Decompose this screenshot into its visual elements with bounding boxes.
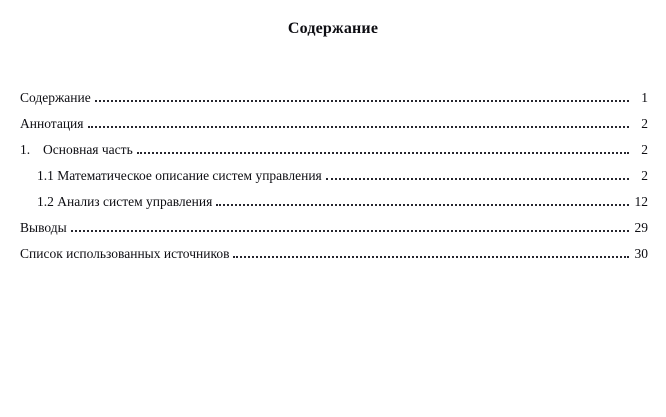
toc-entry-title: Аннотация [20, 116, 84, 131]
toc-entry-title: 1.1 Математическое описание систем управления [37, 168, 322, 183]
dot-leader [233, 254, 629, 258]
toc-entry[interactable] [20, 189, 648, 215]
toc-entry-page: 2 [641, 168, 648, 183]
toc-entry-page: 30 [634, 246, 648, 261]
dot-leader [71, 228, 629, 232]
toc-entry-title: Список использованных источников [20, 246, 230, 261]
toc-entry-page: 12 [634, 194, 648, 209]
toc-entry-page: 2 [641, 116, 648, 131]
dot-leader [137, 150, 629, 154]
toc-entry[interactable] [20, 111, 648, 137]
dot-leader [216, 202, 629, 206]
toc-entry[interactable] [20, 241, 648, 267]
toc-entry-title: 1.2 Анализ систем управления [37, 194, 213, 209]
toc-entry[interactable] [20, 215, 648, 241]
dot-leader [95, 98, 629, 102]
toc-entry-title: Содержание [20, 90, 91, 105]
toc-entry-page: 29 [634, 220, 648, 235]
toc-entry-page: 1 [641, 90, 648, 105]
table-of-contents [20, 85, 648, 267]
toc-entry[interactable] [20, 85, 648, 111]
toc-entry[interactable] [20, 137, 648, 163]
dot-leader [88, 124, 630, 128]
toc-entry[interactable] [20, 163, 648, 189]
toc-entry-title: Выводы [20, 220, 67, 235]
page-title: Содержание [287, 20, 379, 37]
dot-leader [326, 176, 629, 180]
toc-entry-number: 1. [20, 142, 31, 157]
toc-entry-title: Основная часть [43, 142, 133, 157]
toc-entry-page: 2 [641, 142, 648, 157]
